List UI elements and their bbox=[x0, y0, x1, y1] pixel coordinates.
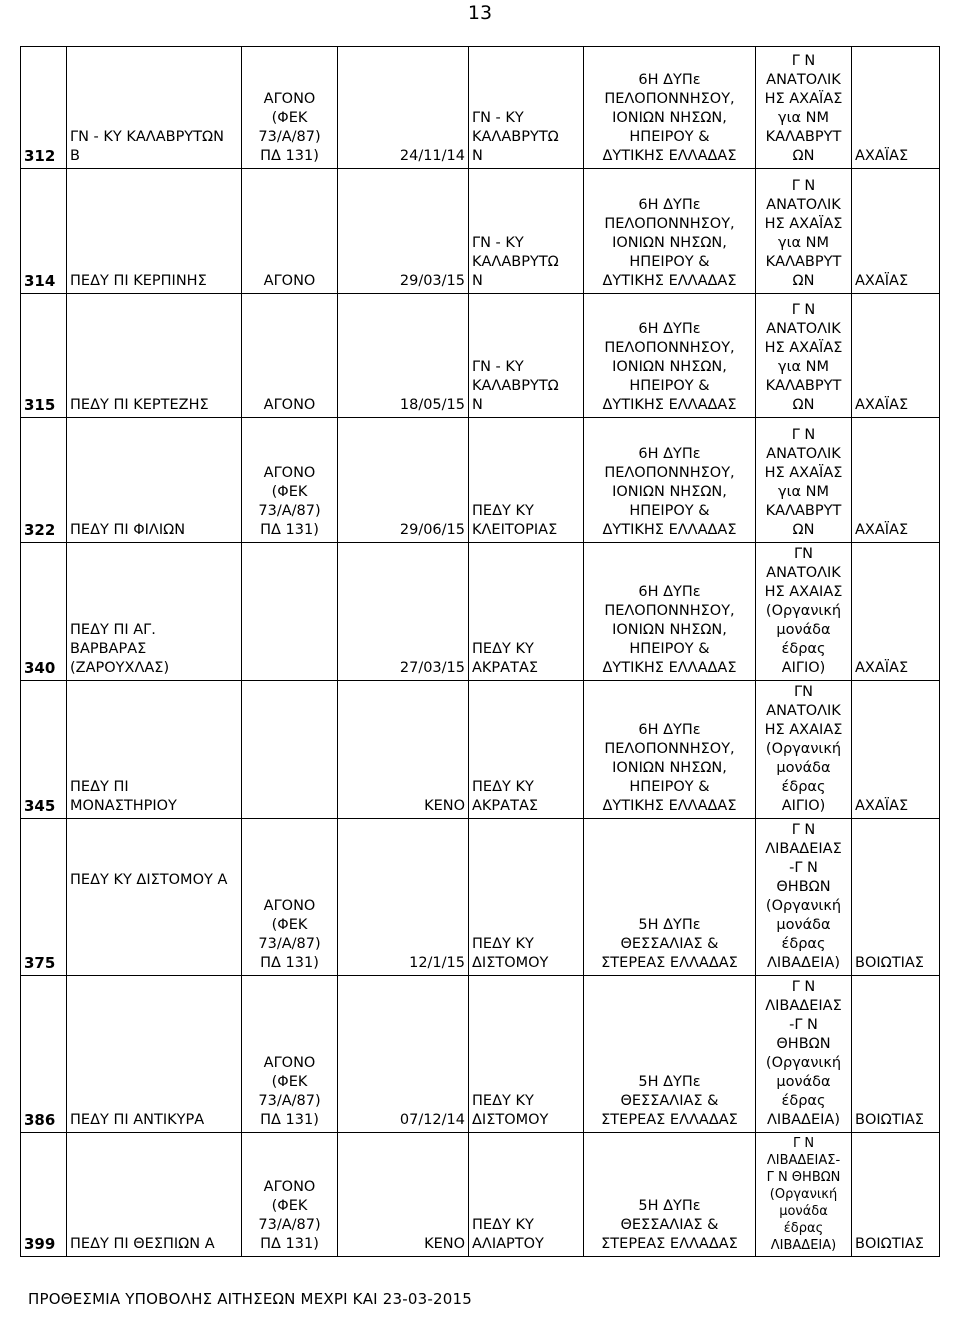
vacancy-date: 12/1/15 bbox=[338, 819, 469, 976]
table-row bbox=[21, 294, 940, 418]
table-row bbox=[21, 47, 940, 169]
unit-name: ΠΕΔΥ ΠΙ ΚΕΡΠΙΝΗΣ bbox=[67, 169, 242, 294]
unit-name: ΓΝ - ΚΥ ΚΑΛΑΒΡΥΤΩΝ Β bbox=[67, 47, 242, 169]
training-hospital: Γ Ν ΛΙΒΑΔΕΙΑΣ -Γ Ν ΘΗΒΩΝ (Οργανική μονάδα έδρας ΛΙΒΑΔΕΙΑ) bbox=[756, 819, 852, 976]
unit-name: ΠΕΔΥ ΠΙ ΘΕΣΠΙΩΝ Α bbox=[67, 1133, 242, 1257]
area-type: ΑΓΟΝΟ bbox=[242, 294, 338, 418]
area-type: ΑΓΟΝΟ (ΦΕΚ 73/Α/87) ΠΔ 131) bbox=[242, 819, 338, 976]
training-hospital: Γ Ν ΑΝΑΤΟΛΙΚ ΗΣ ΑΧΑΪΑΣ για ΝΜ ΚΑΛΑΒΡΥΤ ΩΝ bbox=[756, 294, 852, 418]
prefecture: ΑΧΑΪΑΣ bbox=[852, 47, 940, 169]
table-row bbox=[21, 976, 940, 1133]
health-directorate: 5Η ΔΥΠε ΘΕΣΣΑΛΙΑΣ & ΣΤΕΡΕΑΣ ΕΛΛΑΔΑΣ bbox=[584, 1133, 756, 1257]
row-id: 375 bbox=[21, 819, 67, 976]
row-id: 322 bbox=[21, 418, 67, 543]
admin-unit: ΠΕΔΥ ΚΥ ΑΚΡΑΤΑΣ bbox=[469, 681, 584, 819]
unit-name: ΠΕΔΥ ΠΙ ΜΟΝΑΣΤΗΡΙΟΥ bbox=[67, 681, 242, 819]
area-type: ΑΓΟΝΟ (ΦΕΚ 73/Α/87) ΠΔ 131) bbox=[242, 976, 338, 1133]
area-type bbox=[242, 681, 338, 819]
unit-name: ΠΕΔΥ ΠΙ ΚΕΡΤΕΖΗΣ bbox=[67, 294, 242, 418]
page-number: 13 bbox=[467, 2, 493, 24]
admin-unit: ΓΝ - ΚΥ ΚΑΛΑΒΡΥΤΩ Ν bbox=[469, 169, 584, 294]
health-directorate: 6Η ΔΥΠε ΠΕΛΟΠΟΝΝΗΣΟΥ, ΙΟΝΙΩΝ ΝΗΣΩΝ, ΗΠΕΙΡΟΥ & ΔΥΤΙΚΗΣ ΕΛΛΑΔΑΣ bbox=[584, 543, 756, 681]
positions-table bbox=[20, 46, 940, 1257]
training-hospital: ΓΝ ΑΝΑΤΟΛΙΚ ΗΣ ΑΧΑΙΑΣ (Οργανική μονάδα έδρας ΑΙΓΙΟ) bbox=[756, 681, 852, 819]
vacancy-date: 18/05/15 bbox=[338, 294, 469, 418]
unit-name: ΠΕΔΥ ΚΥ ΔΙΣΤΟΜΟΥ Α bbox=[67, 819, 242, 976]
table-row bbox=[21, 1133, 940, 1257]
admin-unit: ΠΕΔΥ ΚΥ ΑΚΡΑΤΑΣ bbox=[469, 543, 584, 681]
row-id: 314 bbox=[21, 169, 67, 294]
table-row bbox=[21, 169, 940, 294]
prefecture: ΑΧΑΪΑΣ bbox=[852, 294, 940, 418]
admin-unit: ΓΝ - ΚΥ ΚΑΛΑΒΡΥΤΩ Ν bbox=[469, 294, 584, 418]
vacancy-date: ΚΕΝΟ bbox=[338, 681, 469, 819]
unit-name: ΠΕΔΥ ΠΙ ΑΓ. ΒΑΡΒΑΡΑΣ (ΖΑΡΟΥΧΛΑΣ) bbox=[67, 543, 242, 681]
row-id: 340 bbox=[21, 543, 67, 681]
prefecture: ΑΧΑΪΑΣ bbox=[852, 169, 940, 294]
health-directorate: 6Η ΔΥΠε ΠΕΛΟΠΟΝΝΗΣΟΥ, ΙΟΝΙΩΝ ΝΗΣΩΝ, ΗΠΕΙΡΟΥ & ΔΥΤΙΚΗΣ ΕΛΛΑΔΑΣ bbox=[584, 47, 756, 169]
admin-unit: ΠΕΔΥ ΚΥ ΑΛΙΑΡΤΟΥ bbox=[469, 1133, 584, 1257]
health-directorate: 6Η ΔΥΠε ΠΕΛΟΠΟΝΝΗΣΟΥ, ΙΟΝΙΩΝ ΝΗΣΩΝ, ΗΠΕΙΡΟΥ & ΔΥΤΙΚΗΣ ΕΛΛΑΔΑΣ bbox=[584, 418, 756, 543]
row-id: 386 bbox=[21, 976, 67, 1133]
row-id: 315 bbox=[21, 294, 67, 418]
vacancy-date: ΚΕΝΟ bbox=[338, 1133, 469, 1257]
training-hospital: ΓΝ ΑΝΑΤΟΛΙΚ ΗΣ ΑΧΑΙΑΣ (Οργανική μονάδα έδρας ΑΙΓΙΟ) bbox=[756, 543, 852, 681]
prefecture: ΒΟΙΩΤΙΑΣ bbox=[852, 976, 940, 1133]
training-hospital: Γ Ν ΑΝΑΤΟΛΙΚ ΗΣ ΑΧΑΪΑΣ για ΝΜ ΚΑΛΑΒΡΥΤ ΩΝ bbox=[756, 169, 852, 294]
health-directorate: 6Η ΔΥΠε ΠΕΛΟΠΟΝΝΗΣΟΥ, ΙΟΝΙΩΝ ΝΗΣΩΝ, ΗΠΕΙΡΟΥ & ΔΥΤΙΚΗΣ ΕΛΛΑΔΑΣ bbox=[584, 294, 756, 418]
admin-unit: ΠΕΔΥ ΚΥ ΔΙΣΤΟΜΟΥ bbox=[469, 819, 584, 976]
health-directorate: 5Η ΔΥΠε ΘΕΣΣΑΛΙΑΣ & ΣΤΕΡΕΑΣ ΕΛΛΑΔΑΣ bbox=[584, 819, 756, 976]
table-row bbox=[21, 543, 940, 681]
admin-unit: ΠΕΔΥ ΚΥ ΔΙΣΤΟΜΟΥ bbox=[469, 976, 584, 1133]
vacancy-date: 29/03/15 bbox=[338, 169, 469, 294]
prefecture: ΒΟΙΩΤΙΑΣ bbox=[852, 1133, 940, 1257]
training-hospital: Γ Ν ΛΙΒΑΔΕΙΑΣ -Γ Ν ΘΗΒΩΝ (Οργανική μονάδα έδρας ΛΙΒΑΔΕΙΑ) bbox=[756, 976, 852, 1133]
vacancy-date: 27/03/15 bbox=[338, 543, 469, 681]
area-type bbox=[242, 543, 338, 681]
training-hospital: Γ Ν ΑΝΑΤΟΛΙΚ ΗΣ ΑΧΑΪΑΣ για ΝΜ ΚΑΛΑΒΡΥΤ ΩΝ bbox=[756, 418, 852, 543]
row-id: 345 bbox=[21, 681, 67, 819]
table-row bbox=[21, 819, 940, 976]
prefecture: ΑΧΑΪΑΣ bbox=[852, 418, 940, 543]
vacancy-date: 07/12/14 bbox=[338, 976, 469, 1133]
area-type: ΑΓΟΝΟ (ΦΕΚ 73/Α/87) ΠΔ 131) bbox=[242, 1133, 338, 1257]
prefecture: ΑΧΑΪΑΣ bbox=[852, 543, 940, 681]
prefecture: ΑΧΑΪΑΣ bbox=[852, 681, 940, 819]
vacancy-date: 24/11/14 bbox=[338, 47, 469, 169]
health-directorate: 6Η ΔΥΠε ΠΕΛΟΠΟΝΝΗΣΟΥ, ΙΟΝΙΩΝ ΝΗΣΩΝ, ΗΠΕΙΡΟΥ & ΔΥΤΙΚΗΣ ΕΛΛΑΔΑΣ bbox=[584, 169, 756, 294]
area-type: ΑΓΟΝΟ bbox=[242, 169, 338, 294]
vacancy-date: 29/06/15 bbox=[338, 418, 469, 543]
health-directorate: 5Η ΔΥΠε ΘΕΣΣΑΛΙΑΣ & ΣΤΕΡΕΑΣ ΕΛΛΑΔΑΣ bbox=[584, 976, 756, 1133]
health-directorate: 6Η ΔΥΠε ΠΕΛΟΠΟΝΝΗΣΟΥ, ΙΟΝΙΩΝ ΝΗΣΩΝ, ΗΠΕΙΡΟΥ & ΔΥΤΙΚΗΣ ΕΛΛΑΔΑΣ bbox=[584, 681, 756, 819]
unit-name: ΠΕΔΥ ΠΙ ΦΙΛΙΩΝ bbox=[67, 418, 242, 543]
area-type: ΑΓΟΝΟ (ΦΕΚ 73/Α/87) ΠΔ 131) bbox=[242, 47, 338, 169]
table-row bbox=[21, 681, 940, 819]
table-row bbox=[21, 418, 940, 543]
training-hospital: Γ Ν ΑΝΑΤΟΛΙΚ ΗΣ ΑΧΑΪΑΣ για ΝΜ ΚΑΛΑΒΡΥΤ ΩΝ bbox=[756, 47, 852, 169]
unit-name: ΠΕΔΥ ΠΙ ΑΝΤΙΚΥΡΑ bbox=[67, 976, 242, 1133]
admin-unit: ΠΕΔΥ ΚΥ ΚΛΕΙΤΟΡΙΑΣ bbox=[469, 418, 584, 543]
deadline-footer: ΠΡΟΘΕΣΜΙΑ ΥΠΟΒΟΛΗΣ ΑΙΤΗΣΕΩΝ ΜΕΧΡΙ ΚΑΙ 23-03-2015 bbox=[28, 1290, 472, 1308]
area-type: ΑΓΟΝΟ (ΦΕΚ 73/Α/87) ΠΔ 131) bbox=[242, 418, 338, 543]
training-hospital: Γ Ν ΛΙΒΑΔΕΙΑΣ- Γ Ν ΘΗΒΩΝ (Οργανική μονάδα έδρας ΛΙΒΑΔΕΙΑ) bbox=[756, 1133, 852, 1257]
prefecture: ΒΟΙΩΤΙΑΣ bbox=[852, 819, 940, 976]
admin-unit: ΓΝ - ΚΥ ΚΑΛΑΒΡΥΤΩ Ν bbox=[469, 47, 584, 169]
row-id: 312 bbox=[21, 47, 67, 169]
row-id: 399 bbox=[21, 1133, 67, 1257]
